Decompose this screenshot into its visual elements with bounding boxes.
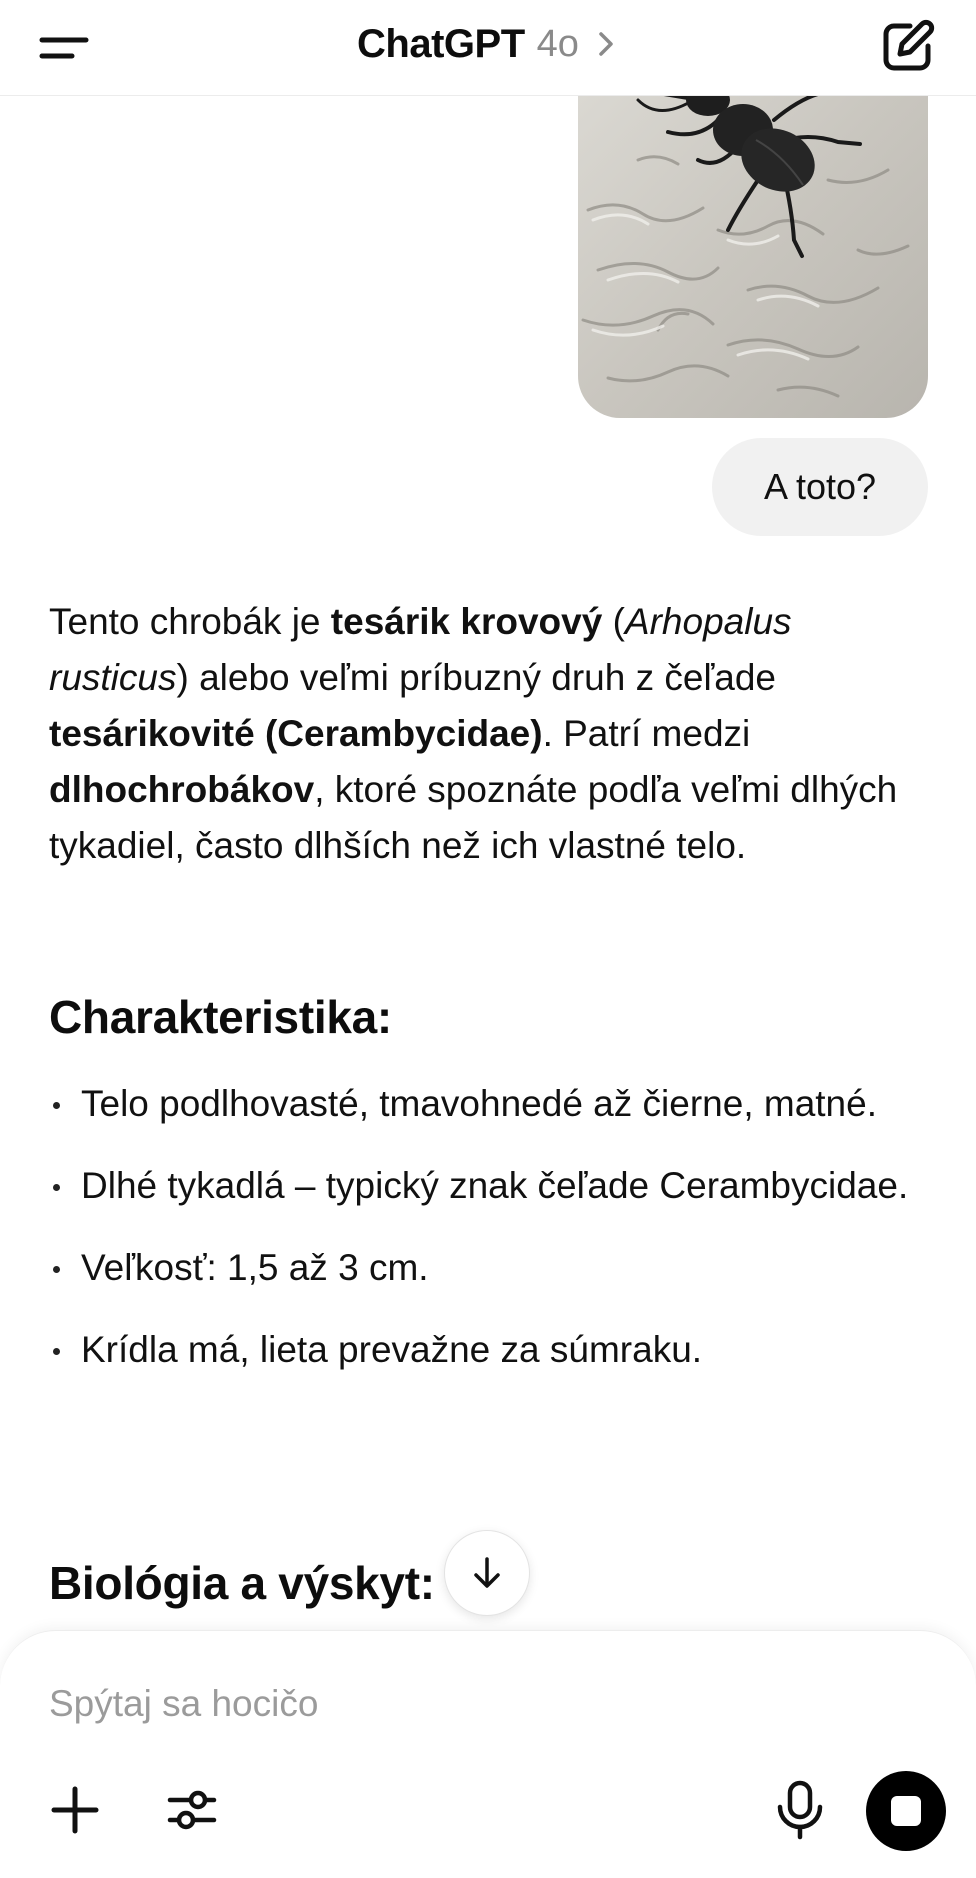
app-title: ChatGPT: [357, 21, 525, 66]
chevron-right-icon: [593, 28, 619, 60]
assistant-paragraph: Tento chrobák je tesárik krovový (Arhopalus rusticus) alebo veľmi príbuzný druh z čeľade tesárikovité (Cerambycidae). Patrí medzi dlhochrobákov, ktoré spoznáte podľa veľmi dlhých tykadiel, často dlhších než ich vlastné telo.: [49, 601, 898, 866]
arrow-down-icon: [467, 1553, 507, 1593]
list-item: Telo podlhovasté, tmavohnedé až čierne, matné.: [49, 1076, 909, 1132]
model-selector[interactable]: [0, 20, 976, 68]
plus-icon[interactable]: [46, 1781, 104, 1839]
user-message-bubble: A toto?: [712, 438, 928, 536]
section-heading-characteristics: Charakteristika:: [49, 991, 392, 1043]
microphone-icon[interactable]: [772, 1779, 828, 1841]
list-item: Veľkosť: 1,5 až 3 cm.: [49, 1240, 909, 1296]
list-item: Krídla má, lieta prevažne za súmraku.: [49, 1322, 909, 1378]
stop-generating-button[interactable]: [866, 1771, 946, 1851]
characteristics-list: [49, 1076, 909, 1404]
scroll-to-bottom-button[interactable]: [444, 1530, 530, 1616]
stop-icon: [891, 1796, 921, 1826]
top-bar: [0, 0, 976, 96]
composer: [0, 1630, 976, 1878]
new-chat-icon[interactable]: [880, 18, 936, 74]
uploaded-image[interactable]: [578, 60, 928, 418]
tools-sliders-icon[interactable]: [162, 1781, 222, 1839]
beetle-photo-illustration: [578, 60, 928, 418]
prompt-input[interactable]: [49, 1679, 849, 1729]
list-item: Dlhé tykadlá – typický znak čeľade Cerambycidae.: [49, 1158, 909, 1214]
section-heading-biology: Biológia a výskyt:: [49, 1557, 435, 1609]
model-name: 4o: [536, 22, 579, 65]
